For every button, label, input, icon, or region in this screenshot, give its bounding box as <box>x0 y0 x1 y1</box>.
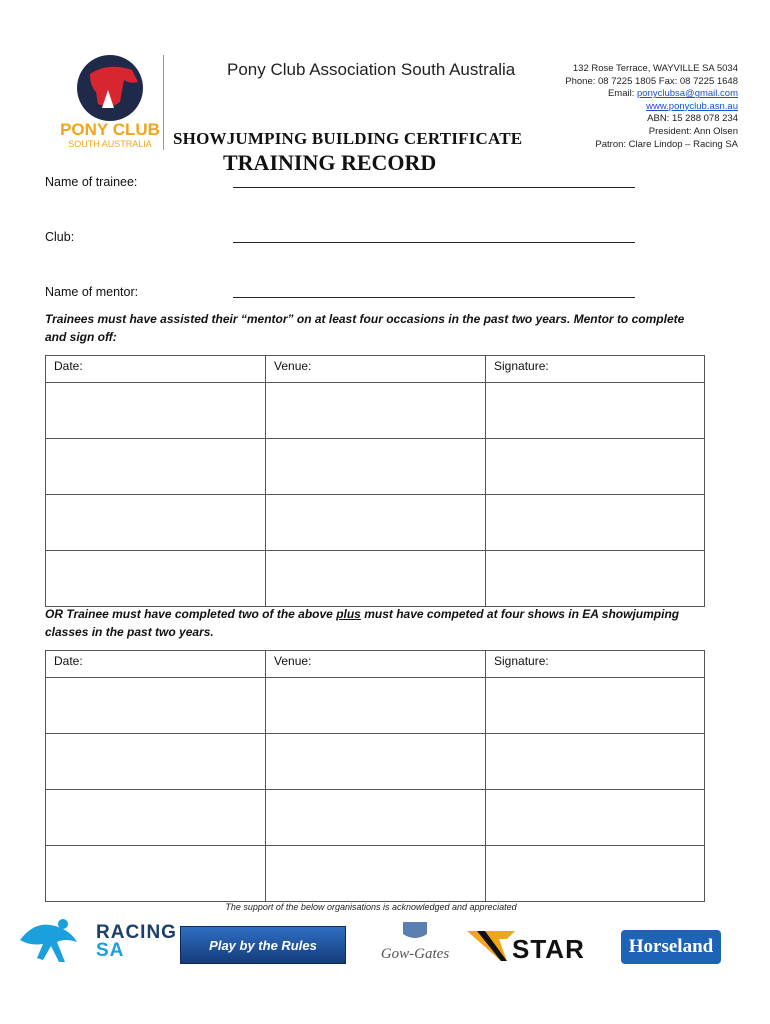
club-label: Club: <box>45 230 75 244</box>
signature-cell[interactable] <box>486 383 705 439</box>
mentor-table <box>45 355 705 607</box>
pony-club-logo <box>50 52 170 152</box>
play-by-the-rules-logo: Play by the Rules <box>180 926 346 964</box>
table-row <box>46 383 705 439</box>
venue-header: Venue: <box>266 356 486 383</box>
table-row <box>46 551 705 607</box>
venue-header: Venue: <box>266 651 486 678</box>
website-link[interactable]: www.ponyclub.asn.au <box>646 100 738 112</box>
address: 132 Rose Terrace, WAYVILLE SA 5034 <box>572 63 738 74</box>
signature-cell[interactable] <box>486 790 705 846</box>
signature-cell[interactable] <box>486 846 705 902</box>
mentor-label: Name of mentor: <box>45 285 139 299</box>
abn: ABN: 15 288 078 234 <box>647 113 738 125</box>
date-cell[interactable] <box>46 734 266 790</box>
certificate-title: SHOWJUMPING BUILDING CERTIFICATE <box>173 129 523 148</box>
date-cell[interactable] <box>46 678 266 734</box>
logo-text: PONY CLUB <box>60 120 160 139</box>
gow-gates-text: Gow-Gates <box>380 946 450 962</box>
signature-header: Signature: <box>486 356 705 383</box>
trainee-field[interactable] <box>233 186 635 188</box>
shows-table <box>45 650 705 902</box>
venue-cell[interactable] <box>266 383 486 439</box>
phone-fax: Phone: 08 7225 1805 Fax: 08 7225 1648 <box>565 75 738 87</box>
contact-details <box>508 63 738 151</box>
date-cell[interactable] <box>46 495 266 551</box>
email-line <box>508 88 738 101</box>
venue-cell[interactable] <box>266 734 486 790</box>
table-row <box>46 495 705 551</box>
mentor-instructions: Trainees must have assisted their “mentor” on at least four occasions in the past two years. Mentor to complete and sign off: <box>45 312 685 344</box>
racing-sa-logo <box>96 924 177 960</box>
date-cell[interactable] <box>46 846 266 902</box>
table-row <box>46 678 705 734</box>
signature-header: Signature: <box>486 651 705 678</box>
patron: Patron: Clare Lindop – Racing SA <box>595 138 738 150</box>
divider <box>163 55 164 150</box>
plus-text: plus <box>336 607 361 621</box>
email-label: Email: <box>607 88 637 100</box>
table-row <box>46 790 705 846</box>
table-row <box>46 439 705 495</box>
president: President: Ann Olsen <box>648 125 738 137</box>
trainee-label: Name of trainee: <box>45 175 138 189</box>
support-note: The support of the below organisations is acknowledged and appreciated <box>225 902 517 912</box>
venue-cell[interactable] <box>266 495 486 551</box>
racing-sa-horse-logo <box>15 912 90 967</box>
horseland-logo: Horseland <box>621 930 721 964</box>
sa-text: SA <box>96 940 125 961</box>
vstar-text: STAR <box>512 934 585 964</box>
club-field[interactable] <box>233 241 635 243</box>
email-link[interactable]: ponyclubsa@gmail.com <box>637 88 738 100</box>
show-instructions: OR Trainee must have completed two of the above plus must have competed at four shows in EA showjumping classes in the past two years. <box>45 607 680 639</box>
venue-cell[interactable] <box>266 678 486 734</box>
date-cell[interactable] <box>46 790 266 846</box>
table-row <box>46 846 705 902</box>
signature-cell[interactable] <box>486 678 705 734</box>
date-cell[interactable] <box>46 383 266 439</box>
venue-cell[interactable] <box>266 439 486 495</box>
mentor-field[interactable] <box>233 296 635 298</box>
organisation-name: Pony Club Association South Australia <box>227 60 516 79</box>
venue-cell[interactable] <box>266 551 486 607</box>
date-header: Date: <box>46 651 266 678</box>
venue-cell[interactable] <box>266 790 486 846</box>
date-cell[interactable] <box>46 551 266 607</box>
gow-gates-logo <box>375 920 455 965</box>
signature-cell[interactable] <box>486 439 705 495</box>
date-cell[interactable] <box>46 439 266 495</box>
table-row <box>46 734 705 790</box>
signature-cell[interactable] <box>486 734 705 790</box>
page-title: TRAINING RECORD <box>223 150 437 175</box>
signature-cell[interactable] <box>486 551 705 607</box>
signature-cell[interactable] <box>486 495 705 551</box>
venue-cell[interactable] <box>266 846 486 902</box>
racing-text: RACING <box>96 922 177 943</box>
logo-subtext: SOUTH AUSTRALIA <box>68 139 152 149</box>
date-header: Date: <box>46 356 266 383</box>
